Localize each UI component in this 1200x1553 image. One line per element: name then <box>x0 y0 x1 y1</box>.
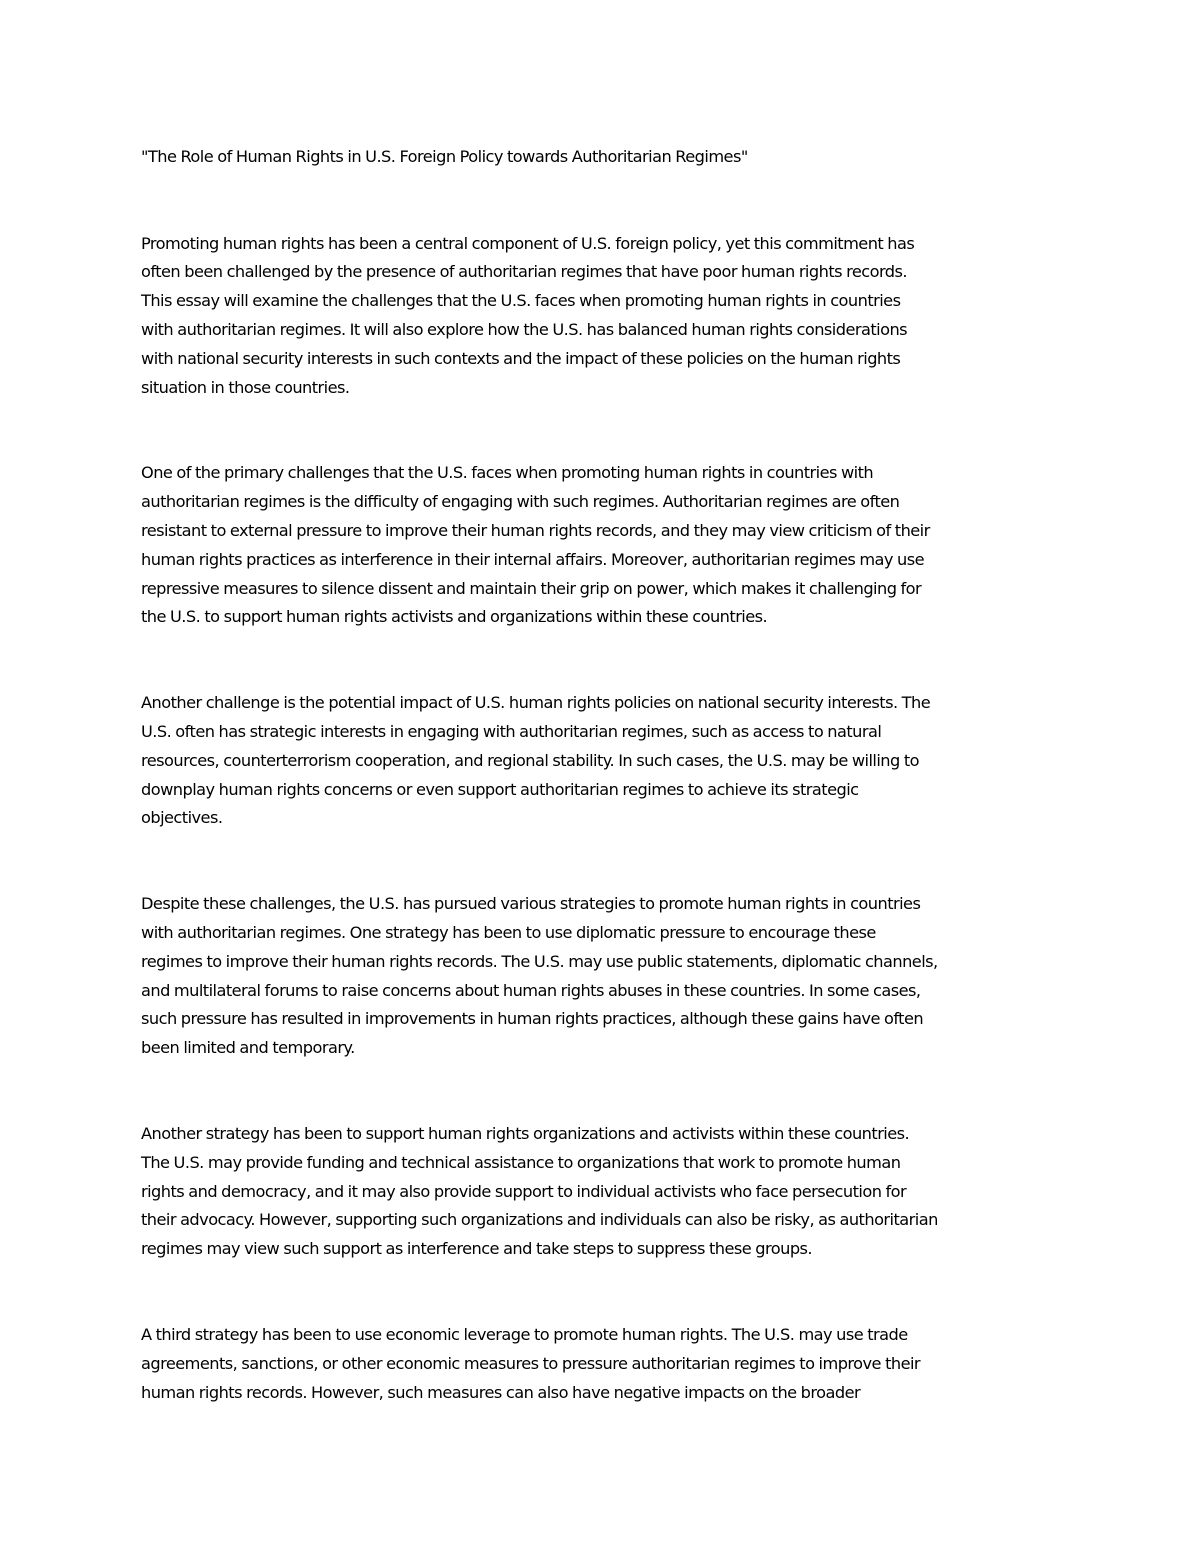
body-paragraph <box>141 459 1066 632</box>
document-body <box>141 143 1066 1407</box>
paragraph-line: repressive measures to silence dissent and maintain their grip on power, which makes it challenging for <box>141 578 922 598</box>
paragraph-line: authoritarian regimes is the difficulty of engaging with such regimes. Authoritarian regimes are often <box>141 492 900 512</box>
paragraph-line: with authoritarian regimes. One strategy has been to use diplomatic pressure to encourage these <box>141 922 876 942</box>
body-paragraph <box>141 890 1066 1063</box>
paragraph-line: with national security interests in such contexts and the impact of these policies on the human rights <box>141 348 901 368</box>
paragraph-line: human rights practices as interference in their internal affairs. Moreover, authoritarian regimes may use <box>141 549 925 569</box>
paragraphs-container <box>141 230 1066 1408</box>
paragraph-line: human rights records. However, such measures can also have negative impacts on the broader <box>141 1382 861 1402</box>
paragraph-line: objectives. <box>141 808 223 828</box>
body-paragraph <box>141 1321 1066 1407</box>
paragraph-line: and multilateral forums to raise concerns about human rights abuses in these countries. In some cases, <box>141 980 921 1000</box>
body-paragraph <box>141 230 1066 403</box>
paragraph-line: Despite these challenges, the U.S. has pursued various strategies to promote human rights in countries <box>141 894 921 914</box>
paragraph-line: Another strategy has been to support human rights organizations and activists within these countries. <box>141 1123 910 1143</box>
paragraph-line: The U.S. may provide funding and technical assistance to organizations that work to promote human <box>141 1152 901 1172</box>
body-paragraph <box>141 1120 1066 1264</box>
paragraph-line: downplay human rights concerns or even support authoritarian regimes to achieve its strategic <box>141 779 859 799</box>
paragraph-line: Promoting human rights has been a central component of U.S. foreign policy, yet this commitment has <box>141 233 915 253</box>
paragraph-line: regimes may view such support as interference and take steps to suppress these groups. <box>141 1239 813 1259</box>
body-paragraph <box>141 689 1066 833</box>
paragraph-line: One of the primary challenges that the U.S. faces when promoting human rights in countries with <box>141 463 874 483</box>
paragraph-line: A third strategy has been to use economic leverage to promote human rights. The U.S. may use trade <box>141 1324 908 1344</box>
paragraph-line: often been challenged by the presence of authoritarian regimes that have poor human rights records. <box>141 262 907 282</box>
paragraph-line: situation in those countries. <box>141 377 350 397</box>
paragraph-line: agreements, sanctions, or other economic measures to pressure authoritarian regimes to improve their <box>141 1353 921 1373</box>
paragraph-line: This essay will examine the challenges that the U.S. faces when promoting human rights in countries <box>141 291 901 311</box>
paragraph-line: with authoritarian regimes. It will also explore how the U.S. has balanced human rights considerations <box>141 319 908 339</box>
paragraph-line: the U.S. to support human rights activists and organizations within these countries. <box>141 607 768 627</box>
paragraph-line: regimes to improve their human rights records. The U.S. may use public statements, diplomatic channels, <box>141 951 938 971</box>
document-title: "The Role of Human Rights in U.S. Foreign Policy towards Authoritarian Regimes" <box>141 147 748 166</box>
paragraph-line: rights and democracy, and it may also provide support to individual activists who face persecution for <box>141 1181 907 1201</box>
paragraph-line: been limited and temporary. <box>141 1038 355 1058</box>
paragraph-line: resistant to external pressure to improve their human rights records, and they may view criticism of their <box>141 520 930 540</box>
paragraph-line: Another challenge is the potential impact of U.S. human rights policies on national security interests. The <box>141 693 931 713</box>
paragraph-line: such pressure has resulted in improvements in human rights practices, although these gains have often <box>141 1009 924 1029</box>
paragraph-line: resources, counterterrorism cooperation, and regional stability. In such cases, the U.S. may be willing to <box>141 750 919 770</box>
paragraph-line: their advocacy. However, supporting such organizations and individuals can also be risky, as authoritarian <box>141 1210 938 1230</box>
paragraph-line: U.S. often has strategic interests in engaging with authoritarian regimes, such as access to natural <box>141 721 882 741</box>
